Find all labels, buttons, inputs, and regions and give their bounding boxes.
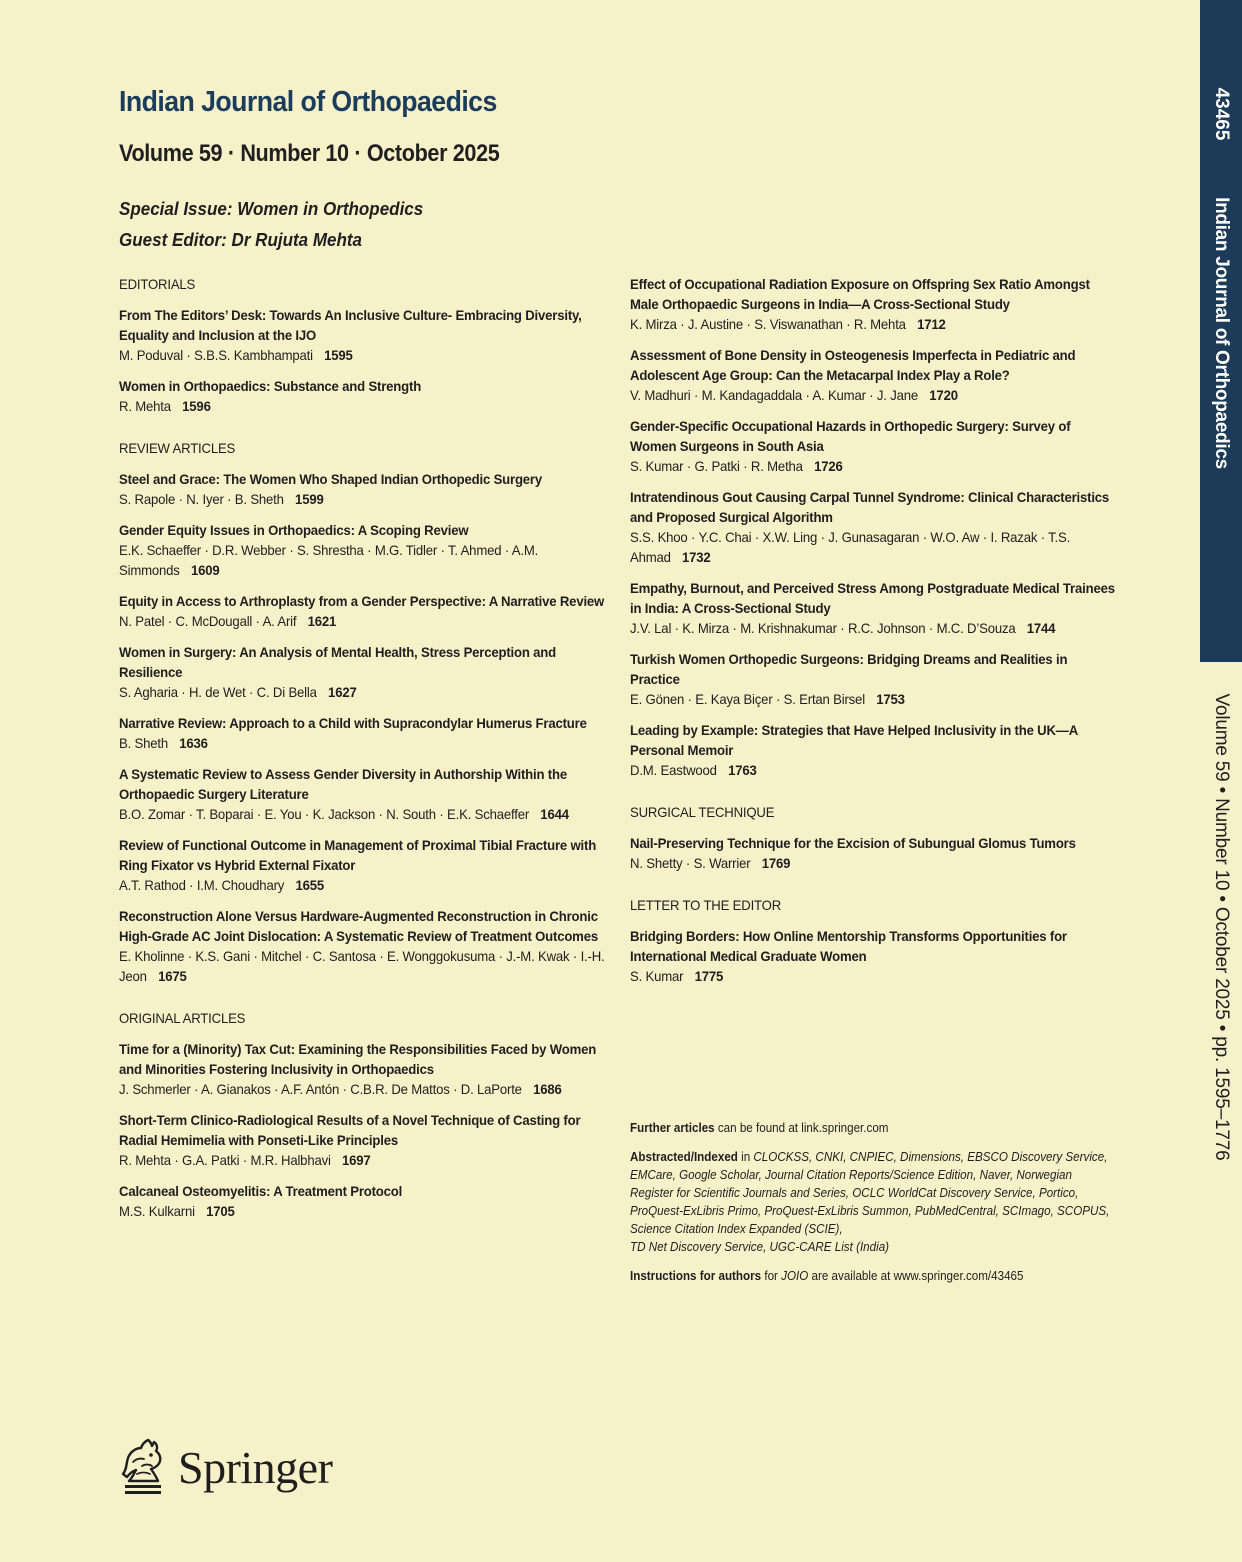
section-heading: REVIEW ARTICLES [119, 440, 236, 456]
article-authors: R. Mehta [119, 398, 171, 414]
article-page-number: 1763 [728, 762, 757, 778]
article-authors-line [630, 618, 1116, 638]
instructions-journal: JOIO [781, 1269, 809, 1283]
further-articles-note [630, 1119, 1110, 1137]
article-title: Effect of Occupational Radiation Exposure on Offspring Sex Ratio Amongst Male Orthopaedic Surgeons in India—A Cross-Sectional Study [630, 276, 1090, 312]
spine-journal-code: 43465 [1211, 87, 1232, 141]
article-authors-line [119, 1079, 605, 1099]
article-authors: D.M. Eastwood [630, 762, 717, 778]
article-page-number: 1753 [876, 691, 905, 707]
special-issue-block [119, 193, 423, 255]
article-authors-line [119, 682, 605, 702]
toc-article [119, 376, 605, 416]
article-authors: J.V. Lal · K. Mirza · M. Krishnakumar · R.C. Johnson · M.C. D’Souza [630, 620, 1016, 636]
article-authors-line [630, 760, 1116, 780]
article-authors: E. Kholinne · K.S. Gani · Mitchel · C. Santosa · E. Wonggokusuma · J.-M. Kwak · I.-H. Jeon [119, 948, 605, 984]
section-heading: ORIGINAL ARTICLES [119, 1010, 246, 1026]
article-authors-line [630, 527, 1116, 567]
article-page-number: 1595 [324, 347, 353, 363]
article-page-number: 1732 [682, 549, 711, 565]
toc-left-column [119, 274, 605, 1243]
toc-article [119, 1181, 605, 1221]
article-authors-line [119, 733, 605, 753]
toc-section [630, 802, 1116, 873]
article-page-number: 1627 [328, 684, 357, 700]
article-title: Women in Orthopaedics: Substance and Strength [119, 378, 422, 394]
article-title: Narrative Review: Approach to a Child with Supracondylar Humerus Fracture [119, 715, 587, 731]
article-page-number: 1621 [307, 613, 337, 629]
toc-article [630, 926, 1116, 986]
article-page-number: 1712 [917, 316, 946, 332]
article-page-number: 1599 [295, 491, 324, 507]
article-title: A Systematic Review to Assess Gender Diversity in Authorship Within the Orthopaedic Surgery Literature [119, 766, 567, 802]
toc-article [119, 642, 605, 702]
toc-article [119, 713, 605, 753]
article-page-number: 1686 [533, 1081, 562, 1097]
toc-section [119, 438, 605, 986]
toc-section [119, 274, 605, 416]
article-page-number: 1655 [295, 877, 324, 893]
article-title: Intratendinous Gout Causing Carpal Tunnel Syndrome: Clinical Characteristics and Proposed Surgical Algorithm [630, 489, 1110, 525]
article-authors: S. Agharia · H. de Wet · C. Di Bella [119, 684, 317, 700]
instructions-text: are available at www.springer.com/43465 [808, 1269, 1024, 1283]
article-authors-line [119, 1150, 605, 1170]
toc-section [119, 1008, 605, 1221]
article-authors: A.T. Rathod · I.M. Choudhary [119, 877, 285, 893]
toc-article [630, 720, 1116, 780]
toc-article [630, 274, 1116, 334]
toc-article [119, 305, 605, 365]
springer-wordmark: Springer [178, 1441, 333, 1493]
toc-article [630, 578, 1116, 638]
toc-article [630, 649, 1116, 709]
article-page-number: 1697 [342, 1152, 371, 1168]
article-page-number: 1775 [694, 968, 724, 984]
footer-notes [630, 1119, 1110, 1296]
toc-article [119, 1039, 605, 1099]
article-authors: J. Schmerler · A. Gianakos · A.F. Antón · C.B.R. De Mattos · D. LaPorte [119, 1081, 522, 1097]
article-title: Empathy, Burnout, and Perceived Stress Among Postgraduate Medical Trainees in India: A Cross-Sectional Study [630, 580, 1115, 616]
article-title: Gender-Specific Occupational Hazards in Orthopedic Surgery: Survey of Women Surgeons in South Asia [630, 418, 1071, 454]
article-authors: E.K. Schaeffer · D.R. Webber · S. Shrestha · M.G. Tidler · T. Ahmed · A.M. Simmonds [119, 542, 539, 578]
article-authors: S. Kumar · G. Patki · R. Metha [630, 458, 803, 474]
toc-article [119, 764, 605, 824]
toc-article [630, 487, 1116, 567]
article-title: Equity in Access to Arthroplasty from a Gender Perspective: A Narrative Review [119, 593, 605, 609]
article-title: Assessment of Bone Density in Osteogenesis Imperfecta in Pediatric and Adolescent Age Group: Can the Metacarpal Index Play a Role? [630, 347, 1076, 383]
article-title: Bridging Borders: How Online Mentorship Transforms Opportunities for International Medical Graduate Women [630, 928, 1067, 964]
article-authors-line [630, 314, 1116, 334]
toc-article [119, 520, 605, 580]
toc-article [119, 591, 605, 631]
article-authors: S. Rapole · N. Iyer · B. Sheth [119, 491, 284, 507]
article-title: Short-Term Clinico-Radiological Results of a Novel Technique of Casting for Radial Hemimelia with Ponseti-Like Principles [119, 1112, 581, 1148]
article-title: Turkish Women Orthopedic Surgeons: Bridging Dreams and Realities in Practice [630, 651, 1068, 687]
article-title: Calcaneal Osteomyelitis: A Treatment Protocol [119, 1183, 403, 1199]
article-authors-line [630, 385, 1116, 405]
toc-section [630, 274, 1116, 780]
article-page-number: 1726 [814, 458, 843, 474]
article-page-number: 1675 [158, 968, 187, 984]
article-page-number: 1720 [929, 387, 958, 403]
spine-volume-info: Volume 59 • Number 10 • October 2025 • pp. 1595–1776 [1211, 693, 1232, 1161]
article-authors-line [119, 946, 605, 986]
article-title: Leading by Example: Strategies that Have Helped Inclusivity in the UK—A Personal Memoir [630, 722, 1078, 758]
article-authors: K. Mirza · J. Austine · S. Viswanathan · R. Mehta [630, 316, 906, 332]
article-authors-line [630, 456, 1116, 476]
toc-article [630, 833, 1116, 873]
article-authors-line [119, 804, 605, 824]
article-authors: N. Shetty · S. Warrier [630, 855, 751, 871]
issue-line: Volume 59 · Number 10 · October 2025 [119, 140, 500, 167]
article-page-number: 1644 [540, 806, 569, 822]
article-authors: N. Patel · C. McDougall · A. Arif [119, 613, 297, 629]
article-title: Steel and Grace: The Women Who Shaped Indian Orthopedic Surgery [119, 471, 542, 487]
journal-title: Indian Journal of Orthopaedics [119, 86, 497, 118]
article-title: Reconstruction Alone Versus Hardware-Augmented Reconstruction in Chronic High-Grade AC Joint Dislocation: A Systematic Review of Treatment Outcomes [119, 908, 598, 944]
instructions-label: Instructions for authors [630, 1269, 762, 1283]
article-authors: M.S. Kulkarni [119, 1203, 195, 1219]
toc-article [119, 1110, 605, 1170]
article-title: Time for a (Minority) Tax Cut: Examining the Responsibilities Faced by Women and Minorities Fostering Inclusivity in Orthopaedics [119, 1041, 597, 1077]
abstracted-list: CLOCKSS, CNKI, CNPIEC, Dimensions, EBSCO Discovery Service, EMCare, Google Scholar, Journal Citation Reports/Science Edition, Naver, Norwegian Register for Scientific Journals and Series, OCLC WorldCat Discovery Service, Portico, ProQuest-ExLibris Primo, ProQuest-ExLibris Summon, PubMedCentral, SCImago, SCOPUS, Science Citation Index Expanded (SCIE), [630, 1150, 1110, 1236]
article-authors-line [119, 611, 605, 631]
article-title: Review of Functional Outcome in Management of Proximal Tibial Fracture with Ring Fixator vs Hybrid External Fixator [119, 837, 597, 873]
springer-logo [118, 1436, 332, 1498]
article-authors-line [630, 689, 1116, 709]
section-heading: LETTER TO THE EDITOR [630, 897, 782, 913]
abstracted-indexed-note [630, 1148, 1110, 1256]
guest-editor: Guest Editor: Dr Rujuta Mehta [119, 229, 363, 250]
article-authors-line [119, 489, 605, 509]
article-page-number: 1609 [190, 562, 220, 578]
toc-section [630, 895, 1116, 986]
abstracted-label: Abstracted/Indexed [630, 1150, 738, 1164]
article-page-number: 1744 [1026, 620, 1056, 636]
toc-article [630, 345, 1116, 405]
article-page-number: 1769 [761, 855, 791, 871]
section-heading: SURGICAL TECHNIQUE [630, 804, 775, 820]
spine-journal-title: Indian Journal of Orthopaedics [1211, 197, 1232, 469]
section-heading: EDITORIALS [119, 276, 196, 292]
toc-right-column [630, 274, 1116, 1008]
article-authors-line [119, 345, 605, 365]
abstracted-list-2: TD Net Discovery Service, UGC-CARE List (India) [630, 1240, 890, 1254]
article-authors: B. Sheth [119, 735, 168, 751]
springer-horse-icon [118, 1436, 168, 1498]
instructions-note [630, 1267, 1110, 1285]
article-authors: B.O. Zomar · T. Boparai · E. You · K. Jackson · N. South · E.K. Schaeffer [119, 806, 530, 822]
toc-article [630, 416, 1116, 476]
toc-article [119, 906, 605, 986]
special-issue-title: Special Issue: Women in Orthopedics [119, 198, 424, 219]
article-authors-line [119, 1201, 605, 1221]
article-authors: V. Madhuri · M. Kandagaddala · A. Kumar · J. Jane [630, 387, 919, 403]
toc-left-content [119, 274, 605, 1221]
article-page-number: 1636 [179, 735, 208, 751]
article-authors-line [119, 540, 605, 580]
article-authors: E. Gönen · E. Kaya Biçer · S. Ertan Birsel [630, 691, 865, 707]
article-authors-line [630, 966, 1116, 986]
article-authors: R. Mehta · G.A. Patki · M.R. Halbhavi [119, 1152, 331, 1168]
article-authors-line [119, 875, 605, 895]
article-page-number: 1705 [206, 1203, 235, 1219]
abstracted-in: in [737, 1150, 754, 1164]
further-articles-label: Further articles [630, 1121, 715, 1135]
further-articles-text: can be found at link.springer.com [714, 1121, 889, 1135]
article-title: Women in Surgery: An Analysis of Mental Health, Stress Perception and Resilience [119, 644, 557, 680]
article-page-number: 1596 [182, 398, 211, 414]
toc-article [119, 469, 605, 509]
article-authors-line [119, 396, 605, 416]
instructions-for: for [761, 1269, 782, 1283]
article-title: Gender Equity Issues in Orthopaedics: A Scoping Review [119, 522, 469, 538]
article-authors: M. Poduval · S.B.S. Kambhampati [119, 347, 313, 363]
toc-article [119, 835, 605, 895]
article-title: Nail-Preserving Technique for the Excision of Subungual Glomus Tumors [630, 835, 1076, 851]
article-authors-line [630, 853, 1116, 873]
toc-right-content [630, 274, 1116, 986]
article-authors: S. Kumar [630, 968, 684, 984]
article-authors: S.S. Khoo · Y.C. Chai · X.W. Ling · J. Gunasagaran · W.O. Aw · I. Razak · T.S. Ahmad [630, 529, 1071, 565]
article-title: From The Editors’ Desk: Towards An Inclusive Culture- Embracing Diversity, Equality and Inclusion at the IJO [119, 307, 582, 343]
